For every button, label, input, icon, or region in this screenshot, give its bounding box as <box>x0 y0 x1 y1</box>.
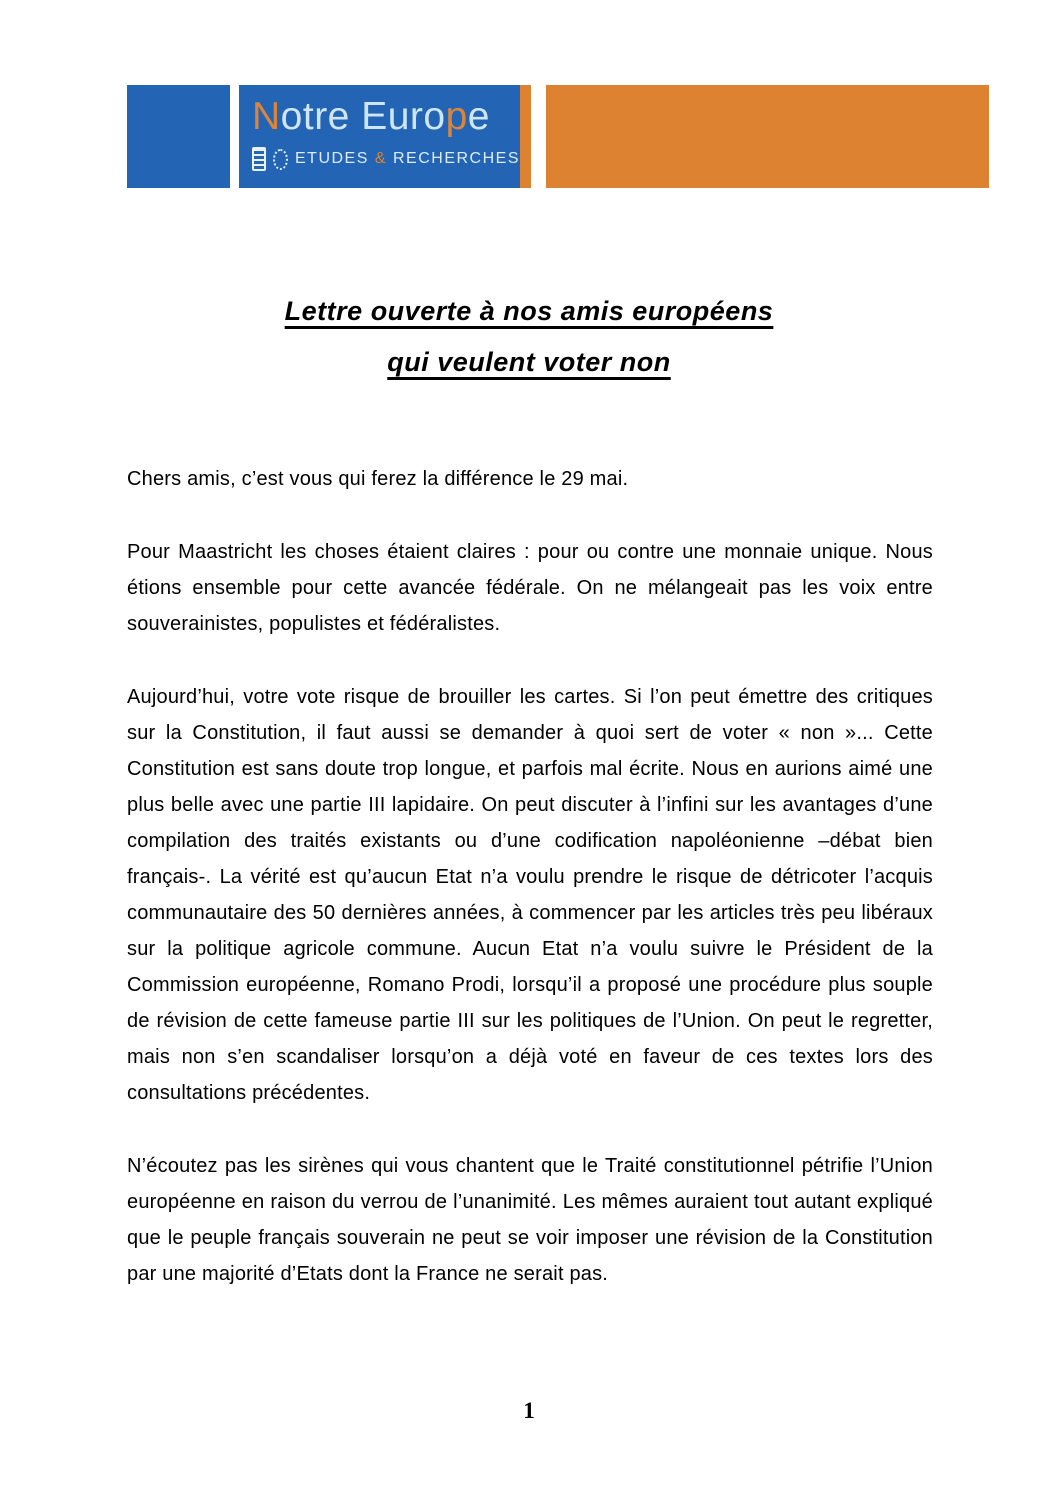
brand-orange-strip <box>520 85 531 188</box>
header-gap <box>531 85 546 188</box>
brand-title-segment: e <box>467 95 490 138</box>
page-number: 1 <box>523 1398 535 1423</box>
brand-subtitle-etudes: ETUDES <box>295 150 369 167</box>
eu-stars-icon <box>273 149 288 170</box>
brand-header <box>127 85 989 188</box>
brand-subtitle-ampersand: & <box>374 150 388 167</box>
brand-subtitle <box>295 150 520 168</box>
header-gap <box>230 85 239 188</box>
brand-logo-box <box>239 85 531 188</box>
brand-title-segment: otre Euro <box>280 95 446 138</box>
brand-title-segment: N <box>252 95 281 138</box>
brand-logo-content <box>239 85 520 188</box>
brand-title <box>252 93 520 141</box>
brand-orange-banner <box>546 85 989 188</box>
paragraph-constitution: Aujourd’hui, votre vote risque de brouiller les cartes. Si l’on peut émettre des critiques sur la Constitution, il faut aussi se demander à quoi sert de voter « non »... Cette Constitution est sans doute trop longue, et parfois mal écrite. Nous en aurions aimé une plus belle avec une partie III lapidaire. On peut discuter à l’infini sur les avantages d’une compilation des traités existants ou d’une codification napoléonienne –débat bien français-. La vérité est qu’aucun Etat n’a voulu prendre le risque de détricoter l’acquis communautaire des 50 dernières années, à commencer par les articles très peu libéraux sur la politique agricole commune. Aucun Etat n’a voulu suivre le Président de la Commission européenne, Romano Prodi, lorsqu’il a proposé une procédure plus souple de révision de cette fameuse partie III sur les politiques de l’Union. On peut le regretter, mais non s’en scandaliser lorsqu’on a déjà voté en faveur de ces textes lors des consultations précédentes. <box>127 686 933 1104</box>
paragraph-greeting: Chers amis, c’est vous qui ferez la différence le 29 mai. <box>127 468 629 490</box>
brand-subtitle-row <box>252 147 520 171</box>
letter-body <box>127 461 933 1329</box>
paragraph-maastricht: Pour Maastricht les choses étaient claires : pour ou contre une monnaie unique. Nous étions ensemble pour cette avancée fédérale. On ne mélangeait pas les voix entre souverainistes, populistes et fédéralistes. <box>127 541 933 635</box>
paragraph-sirenes: N’écoutez pas les sirènes qui vous chantent que le Traité constitutionnel pétrifie l’Union européenne en raison du verrou de l’unanimité. Les mêmes auraient tout autant expliqué que le peuple français souverain ne peut se voir imposer une révision de la Constitution par une majorité d’Etats dont la France ne serait pas. <box>127 1155 933 1285</box>
document-title <box>0 286 1058 388</box>
brand-title-segment: p <box>445 95 468 138</box>
document-title-line2: qui veulent voter non <box>387 347 671 377</box>
brand-subtitle-recherches: RECHERCHES <box>392 150 520 167</box>
document-title-line1: Lettre ouverte à nos amis européens <box>284 296 774 326</box>
brand-blue-square <box>127 85 230 188</box>
list-icon <box>252 147 266 171</box>
